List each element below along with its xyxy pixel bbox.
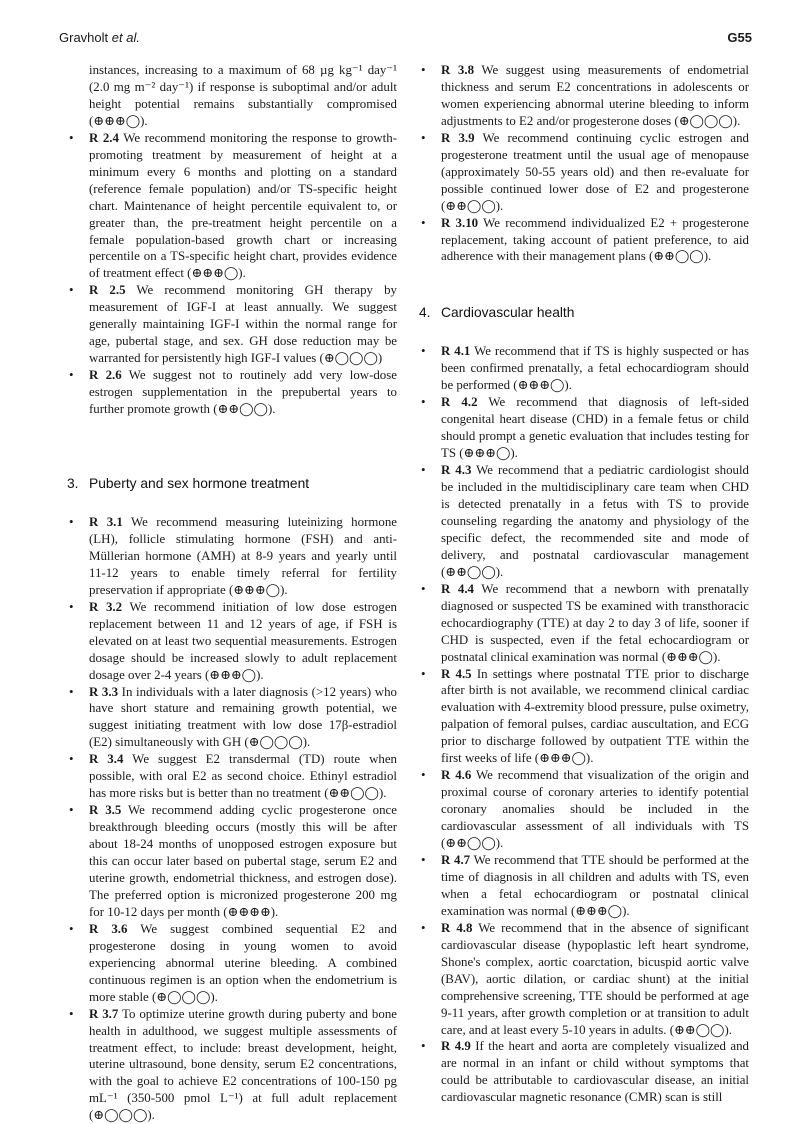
bullet-icon: •	[69, 514, 74, 529]
recommendation-item	[67, 1006, 397, 1124]
recommendation-text: We recommend that if TS is highly suspected or has been confirmed prenatally, a fetal echocardiogram should be performed (⊕⊕⊕◯).	[441, 344, 749, 393]
bullet-icon: •	[69, 283, 74, 298]
bullet-icon: •	[421, 395, 426, 410]
recommendation-text: We recommend that diagnosis of left-sided congenital heart disease (CHD) in a female fetus or child should prompt a genetic evaluation that includes testing for TS (⊕⊕⊕◯).	[441, 395, 749, 461]
recommendation-list	[419, 62, 749, 265]
bullet-icon: •	[421, 920, 426, 935]
recommendation-code: R 3.8	[441, 63, 475, 77]
bullet-icon: •	[69, 752, 74, 767]
recommendation-text: We suggest not to routinely add very low-dose estrogen supplementation in the prepubertal years to further promote growth (⊕⊕◯◯).	[89, 368, 397, 417]
recommendation-code: R 4.5	[441, 666, 472, 681]
recommendation-item	[67, 751, 397, 802]
recommendation-item	[419, 920, 749, 1039]
bullet-icon: •	[69, 599, 74, 614]
recommendation-item	[67, 514, 397, 599]
recommendation-code: R 4.9	[441, 1039, 471, 1054]
bullet-icon: •	[421, 215, 426, 230]
recommendation-item	[67, 802, 397, 921]
recommendation-item	[419, 462, 749, 581]
recommendation-text: We recommend individualized E2 + progesterone replacement, taking account of patient preference, to aid adherence with their management plans (⊕⊕◯◯).	[441, 215, 749, 264]
recommendation-text: We recommend that a pediatric cardiologist should be included in the multidisciplinary care team when CHD is detected prenatally in a fetus with TS to provide counseling regarding the anatomy and physiology of the specific defect, the recommended site and mode of delivery, and postnatal cardiovascular management (⊕⊕◯◯).	[441, 463, 749, 579]
recommendation-text: We suggest combined sequential E2 and progesterone dosing in young women to avoid experiencing abnormal uterine bleeding. A combined continuous regimen is an option when the endometrium is more stable (⊕◯◯◯).	[89, 921, 397, 1004]
recommendation-code: R 3.6	[89, 921, 128, 936]
recommendation-text: If the heart and aorta are completely visualized and are normal in an infant or child without symptoms that could be attributable to cardiovascular disease, an initial cardiovascular magnetic resonance (CMR) scan is still	[441, 1039, 749, 1105]
recommendation-item	[419, 581, 749, 666]
recommendation-code: R 4.1	[441, 344, 471, 359]
recommendation-code: R 4.8	[441, 920, 473, 935]
bullet-icon: •	[421, 768, 426, 783]
recommendation-text: We recommend measuring luteinizing hormone (LH), follicle stimulating hormone (FSH) and anti-Müllerian hormone (AMH) at 8-9 years and yearly until 11-12 years to enable timely referral for fertility preservation if appropriate (⊕⊕⊕◯).	[89, 514, 398, 597]
recommendation-code: R 2.5	[89, 283, 126, 298]
recommendation-text: We suggest using measurements of endometrial thickness and serum E2 concentrations in adolescents or women experiencing abnormal uterine bleeding to inform adjustments to E2 and/or progesterone doses (⊕◯◯◯).	[441, 63, 749, 128]
continuation-paragraph: instances, increasing to a maximum of 68 µg kg⁻¹ day⁻¹ (2.0 mg m⁻² day⁻¹) if response is suboptimal and/or adult height potential remains substantially compromised (⊕⊕⊕◯).	[89, 63, 397, 128]
recommendation-code: R 2.6	[89, 368, 122, 383]
recommendation-code: R 3.2	[89, 599, 123, 614]
recommendation-text: We recommend monitoring the response to growth-promoting treatment by measurement of height at a minimum every 6 months and plotting on a standard (reference female population) and/or TS-specific height chart. Maintenance of height percentile equivalent to, or greater than, the pre-treatment height percentile on a female population-based growth chart or increasing percentile on a TS-specific height chart, provides evidence of treatment effect (⊕⊕⊕◯).	[89, 130, 397, 281]
recommendation-item	[419, 215, 749, 266]
recommendation-item	[67, 599, 397, 684]
page-number: G55	[727, 30, 752, 45]
bullet-icon: •	[69, 684, 74, 699]
recommendation-code: R 4.3	[441, 463, 472, 478]
recommendation-code: R 3.3	[89, 684, 119, 699]
recommendation-list	[67, 130, 397, 418]
bullet-icon: •	[69, 921, 74, 936]
bullet-icon: •	[69, 130, 74, 145]
recommendation-text: We recommend initiation of low dose estrogen replacement between 11 and 12 years of age, if FSH is elevated on at least two sequential measurements. Estrogen dosage should be increased slowly to adult replacement dosage over 2-4 years (⊕⊕⊕◯).	[89, 599, 397, 682]
recommendation-text: We recommend that in the absence of significant cardiovascular disease (hypoplastic left heart syndrome, Shone's complex, aortic coarctation, bicuspid aortic valve (BAV), aortic dilation, or cardiac shunt) at the initial comprehensive screening, TTE should be performed at age 9-11 years, after growth completion or at transition to adult care, and at least every 5-10 years in adults. (⊕⊕◯◯).	[441, 920, 749, 1037]
section-heading-cardiovascular: 4. Cardiovascular health	[419, 305, 575, 321]
bullet-icon: •	[421, 130, 426, 145]
recommendation-code: R 3.10	[441, 215, 479, 230]
recommendation-item	[419, 767, 749, 852]
left-column	[67, 62, 397, 1124]
recommendation-item	[67, 684, 397, 752]
bullet-icon: •	[421, 463, 426, 478]
section-heading-puberty: 3. Puberty and sex hormone treatment	[67, 476, 310, 492]
recommendation-text: In individuals with a later diagnosis (>12 years) who have short stature and remaining growth potential, we suggest initiating treatment with low dose 17β-estradiol (E2) simultaneously with GH (⊕◯◯◯).	[89, 684, 397, 750]
bullet-icon: •	[421, 63, 426, 77]
recommendation-code: R 3.9	[441, 130, 475, 145]
recommendation-item	[67, 367, 397, 418]
recommendation-list	[419, 343, 749, 1106]
bullet-icon: •	[69, 1006, 74, 1021]
recommendation-code: R 4.7	[441, 852, 471, 867]
recommendation-text: We recommend monitoring GH therapy by measurement of IGF-I at least annually. We suggest generally maintaining IGF-I within the normal range for age, pubertal stage, and sex. GH dose reduction may be warranted for persistently high IGF-I values (⊕◯◯◯)	[89, 283, 397, 366]
recommendation-item	[419, 394, 749, 462]
right-column	[419, 62, 749, 1106]
running-head	[59, 30, 752, 48]
recommendation-code: R 4.6	[441, 768, 472, 783]
bullet-icon: •	[421, 344, 426, 359]
bullet-icon: •	[421, 852, 426, 867]
recommendation-code: R 3.5	[89, 803, 122, 818]
bullet-icon: •	[421, 666, 426, 681]
recommendation-text: We recommend that a newborn with prenatally diagnosed or suspected TS be examined with transthoracic echocardiography (TTE) at day 2 to day 3 of life, sooner if CHD is suspected, even if the fetal echocardiogram or postnatal clinical examination was normal (⊕⊕⊕◯).	[441, 581, 749, 664]
recommendation-text: We recommend that TTE should be performed at the time of diagnosis in all children and adults with TS, even when a fetal echocardiogram or postnatal clinical examination was normal (⊕⊕⊕◯).	[441, 852, 749, 918]
bullet-icon: •	[421, 1039, 426, 1054]
recommendation-text: In settings where postnatal TTE prior to discharge after birth is not available, we recommend clinical cardiac evaluation with 4-extremity blood pressure, pulse oximetry, palpation of femoral pulses, cardiac auscultation, and ECG prior to discharge followed by outpatient TTE within the first weeks of life (⊕⊕⊕◯).	[441, 666, 749, 766]
running-head-author: Gravholt et al.	[59, 30, 140, 45]
recommendation-item	[419, 666, 749, 768]
recommendation-code: R 4.4	[441, 581, 474, 596]
recommendation-item	[419, 1038, 749, 1106]
recommendation-text: We recommend that visualization of the origin and proximal course of coronary arteries to identify potential coronary anomalies should be included in the cardiovascular assessment of all individuals with TS (⊕⊕◯◯).	[441, 768, 749, 851]
recommendation-code: R 2.4	[89, 130, 119, 145]
recommendation-text: We recommend continuing cyclic estrogen and progesterone treatment until the usual age of menopause (approximately 50-55 years old) and then re-evaluate for possible continued lower dose of E2 and progesterone (⊕⊕◯◯).	[441, 130, 749, 213]
recommendation-text: To optimize uterine growth during puberty and bone health in adulthood, we suggest multiple assessments of treatment effect, to include: breast development, height, uterine ultrasound, bone density, serum E2 concentrations, with the goal to achieve E2 concentrations of 100-150 pg mL⁻¹ (350-500 pmol L⁻¹) at full adult replacement (⊕◯◯◯).	[89, 1006, 397, 1123]
recommendation-item	[419, 62, 749, 130]
bullet-icon: •	[69, 368, 74, 383]
recommendation-code: R 3.1	[89, 514, 123, 529]
recommendation-item	[67, 921, 397, 1006]
recommendation-code: R 4.2	[441, 395, 478, 410]
recommendation-item	[419, 343, 749, 394]
recommendation-text: We suggest E2 transdermal (TD) route when possible, with oral E2 as second choice. Ethinyl estradiol has more risks but is better than no treatment (⊕⊕◯◯).	[89, 752, 397, 801]
recommendation-item	[419, 852, 749, 920]
bullet-icon: •	[69, 803, 74, 818]
recommendation-code: R 3.4	[89, 752, 124, 767]
recommendation-item	[67, 282, 397, 367]
recommendation-item	[419, 130, 749, 215]
recommendation-list	[67, 514, 397, 1124]
bullet-icon: •	[421, 581, 426, 596]
recommendation-code: R 3.7	[89, 1006, 119, 1021]
recommendation-item	[67, 130, 397, 283]
recommendation-text: We recommend adding cyclic progesterone once breakthrough bleeding occurs (mostly this will be after about 18-24 months of unopposed estrogen exposure but this can occur later based on pubertal stage, serum E2 and uterine growth, endometrial thickness, and estrogen dose). The preferred option is micronized progesterone 200 mg for 10-12 days per month (⊕⊕⊕⊕).	[89, 803, 397, 919]
